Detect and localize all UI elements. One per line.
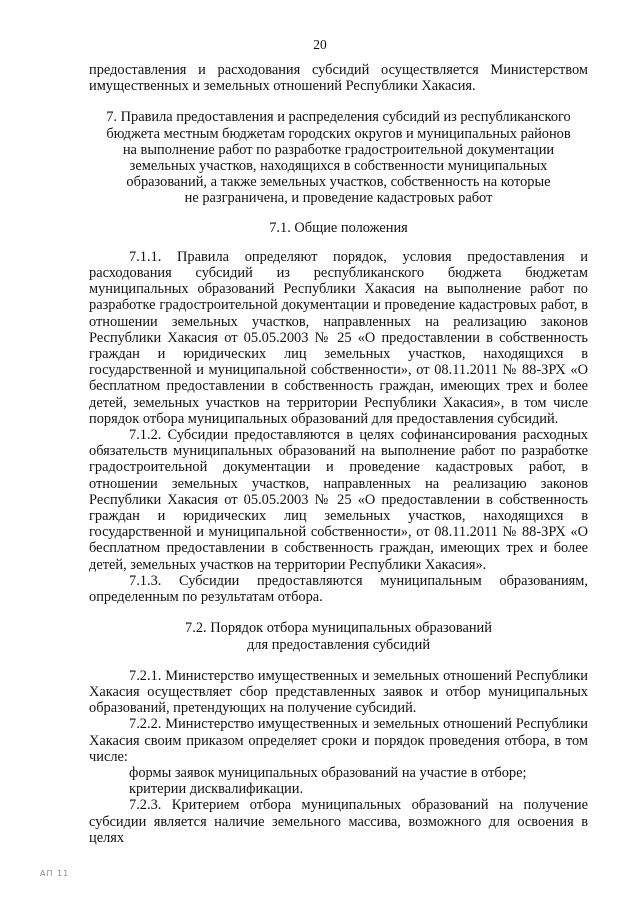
section-7-title-line: не разграничена, и проведение кадастровых работ bbox=[184, 190, 493, 207]
section-7-1-title: 7.1. Общие положения bbox=[269, 219, 408, 236]
section-7-2-title-line: 7.2. Порядок отбора муниципальных образований bbox=[185, 620, 492, 637]
section-7-2-heading bbox=[89, 620, 588, 652]
paragraph-7-2-3: 7.2.3. Критерием отбора муниципальных образований на получение субсидии является наличие земельного массива, возможного для освоения в целях bbox=[89, 797, 588, 846]
footer-mark: АП 11 bbox=[40, 869, 70, 878]
section-7-title-line: образований, а также земельных участков, собственность на которые bbox=[126, 174, 551, 191]
document-body bbox=[89, 62, 588, 846]
section-7-title-line: 7. Правила предоставления и распределения субсидий из республиканского bbox=[106, 109, 571, 126]
list-item: формы заявок муниципальных образований на участие в отборе; bbox=[129, 764, 527, 781]
list-item: критерии дисквалификации. bbox=[129, 781, 304, 798]
section-7-title-line: земельных участков, находящихся в собственности муниципальных bbox=[129, 158, 548, 175]
paragraph-7-1-3: 7.1.3. Субсидии предоставляются муниципальным образованиям, определенным по результатам отбора. bbox=[89, 572, 588, 606]
section-7-title-line: бюджета местным бюджетам городских округов и муниципальных районов bbox=[106, 125, 571, 142]
page-number: 20 bbox=[313, 37, 327, 52]
intro-continuation: предоставления и расходования субсидий осуществляется Министерством имущественных и земельных отношений Республики Хакасия. bbox=[89, 62, 588, 95]
paragraph-7-1-1: 7.1.1. Правила определяют порядок, условия предоставления и расходования субсидий из республиканского бюджета бюджетам муниципальных образований Республики Хакасия на выполнение работ по разработке градостроительной документации и проведение кадастровых работ, в отношении земельных участков, направленных на реализацию законов Республики Хакасия от 05.05.2003 № 25 «О предоставлении в собственность граждан и юридических лиц земельных участков, находящихся в государственной и муниципальной собственности», от 08.11.2011 № 88-ЗРХ «О бесплатном предоставлении в собственность граждан, имеющих трех и более детей, земельных участков на территории Республики Хакасия», в том числе порядок отбора муниципальных образований для предоставления субсидий. bbox=[89, 248, 588, 427]
paragraph-7-2-2: 7.2.2. Министерство имущественных и земельных отношений Республики Хакасия своим приказом определяет сроки и порядок проведения отбора, в том числе: bbox=[89, 716, 588, 765]
section-7-2-title-line: для предоставления субсидий bbox=[246, 636, 431, 653]
section-7-title-line: на выполнение работ по разработке градостроительной документации bbox=[122, 141, 555, 158]
section-7-heading bbox=[89, 109, 588, 206]
paragraph-7-2-1: 7.2.1. Министерство имущественных и земельных отношений Республики Хакасия осуществляет сбор представленных заявок и отбор муниципальных образований, претендующих на получение субсидий. bbox=[89, 667, 588, 717]
paragraph-7-1-2: 7.1.2. Субсидии предоставляются в целях софинансирования расходных обязательств муниципальных образований на выполнение работ по разработке градостроительной документации и проведение кадастровых работ, в отношении земельных участков, направленных на реализацию законов Республики Хакасия от 05.05.2003 № 25 «О предоставлении в собственность граждан и юридических лиц земельных участков, находящихся в государственной и муниципальной собственности», от 08.11.2011 № 88-ЗРХ «О бесплатном предоставлении в собственность граждан, имеющих трех и более детей, земельных участков на территории Республики Хакасия». bbox=[89, 427, 588, 573]
